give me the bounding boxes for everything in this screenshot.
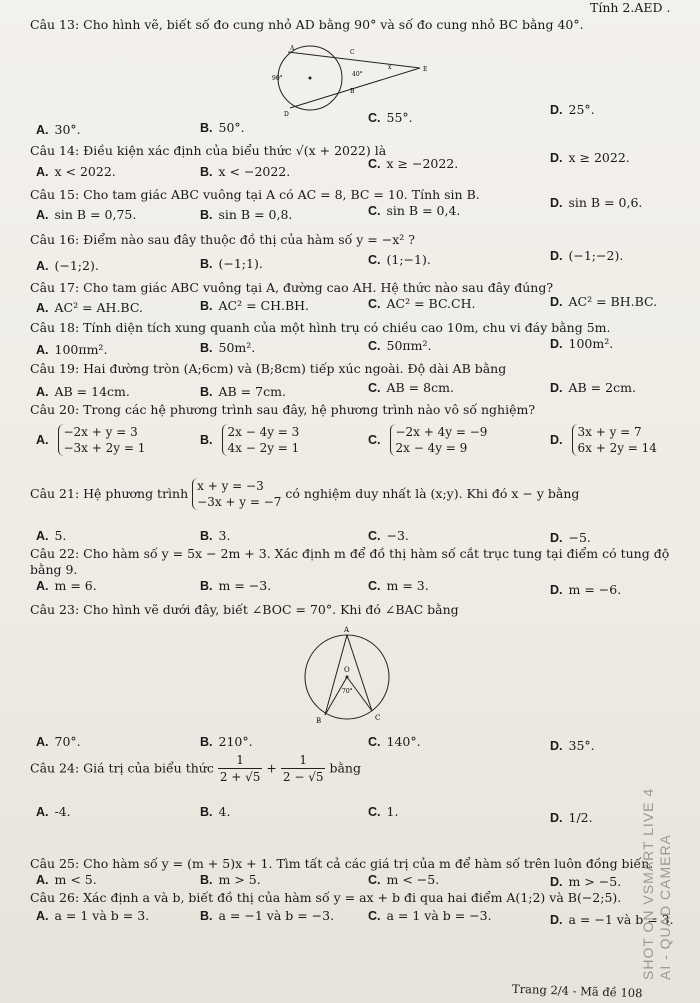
options-19: [30, 380, 690, 398]
option-b[interactable]: B. m > 5.: [200, 872, 261, 887]
option-c[interactable]: C. 50πm².: [368, 338, 432, 353]
option-c[interactable]: C. x ≥ −2022.: [368, 156, 459, 171]
option-a[interactable]: A. -4.: [36, 804, 71, 819]
option-d[interactable]: D. 3x + y = 7 6x + 2y = 14: [550, 425, 657, 455]
figure-q23: [300, 622, 400, 726]
option-b[interactable]: B. 2x − 4y = 3 4x − 2y = 1: [200, 425, 300, 455]
chord-ac: [347, 635, 372, 711]
options-17: [30, 296, 690, 314]
option-c[interactable]: C. 1.: [368, 804, 399, 819]
option-d[interactable]: D. a = −1 và b = 3.: [550, 912, 674, 927]
option-c[interactable]: C. −3.: [368, 528, 409, 543]
option-c[interactable]: C. −2x + 4y = −9 2x − 4y = 9: [368, 425, 488, 455]
options-25: [30, 872, 690, 890]
option-b[interactable]: B. m = −3.: [200, 578, 272, 593]
label-a: A: [344, 626, 350, 634]
label-o: O: [344, 666, 350, 674]
option-a[interactable]: A. sin B = 0,75.: [36, 207, 137, 222]
options-18: [30, 338, 690, 356]
option-a[interactable]: A. 30°.: [36, 122, 81, 137]
options-21: [30, 524, 690, 545]
question-13: [30, 17, 690, 33]
camera-watermark: SHOT ON VSMART LIVE 4 AI - QUAD CAMERA: [640, 787, 673, 980]
option-a[interactable]: A. x < 2022.: [36, 164, 116, 179]
option-d[interactable]: D. m = −6.: [550, 582, 622, 597]
question-22: Câu 22: Cho hàm số y = 5x − 2m + 3. Xác định m để đồ thị hàm số cắt trục tung tại điểm có tung độ bằng 9.: [30, 546, 670, 577]
label-b: B: [350, 88, 355, 95]
system-c: −2x + 4y = −9 2x − 4y = 9: [390, 424, 487, 456]
question-14: Câu 14: Điều kiện xác định của biểu thức √(x + 2022) là: [30, 143, 387, 158]
question-26: Câu 26: Xác định a và b, biết đồ thị của hàm số y = ax + b đi qua hai điểm A(1;2) và B(−2;5).: [30, 890, 622, 905]
option-b[interactable]: B. 210°.: [200, 734, 253, 749]
option-b[interactable]: B. sin B = 0,8.: [200, 207, 293, 222]
option-c[interactable]: C. a = 1 và b = −3.: [368, 908, 492, 923]
option-c[interactable]: C. AC² = BC.CH.: [368, 296, 476, 311]
option-b[interactable]: B. 50m².: [200, 340, 256, 355]
question-25: Câu 25: Cho hàm số y = (m + 5)x + 1. Tìm tất cả các giá trị của m để hàm số trên luôn đồng biến.: [30, 856, 654, 871]
question-16: Câu 16: Điểm nào sau đây thuộc đồ thị của hàm số y = −x² ?: [30, 232, 415, 247]
label-40: 40°: [352, 71, 363, 78]
option-d[interactable]: D. x ≥ 2022.: [550, 150, 630, 165]
label-d: D: [284, 111, 289, 118]
question-13-text: Câu 13: Cho hình vẽ, biết số đo cung nhỏ AD bằng 90° và số đo cung nhỏ BC bằng 40°.: [30, 17, 584, 32]
options-16: [30, 248, 690, 273]
option-a[interactable]: A. 100πm².: [36, 342, 108, 357]
options-24: [30, 804, 690, 825]
label-c: C: [350, 49, 355, 56]
option-c[interactable]: C. (1;−1).: [368, 252, 431, 267]
option-d[interactable]: D. (−1;−2).: [550, 248, 624, 263]
header-tail: Tính 2.AED .: [590, 0, 671, 15]
option-d[interactable]: D. m > −5.: [550, 874, 622, 889]
fraction-2: $\frac{1}{2 - √5}$: [282, 753, 324, 784]
option-d[interactable]: D. 100m².: [550, 336, 614, 351]
label-angle: 70°: [342, 688, 353, 695]
option-b[interactable]: B. 4.: [200, 804, 231, 819]
option-d[interactable]: D. −5.: [550, 530, 591, 545]
fraction-1: $\frac{1}{2 + √5}$: [219, 753, 261, 784]
system-b: 2x − 4y = 3 4x − 2y = 1: [222, 424, 299, 456]
question-21: Câu 21: Hệ phương trình x + y = −3 −3x + y = −7 có nghiệm duy nhất là (x;y). Khi đó x − y bằng: [30, 479, 580, 509]
option-d[interactable]: D. 25°.: [550, 102, 595, 117]
question-24: Câu 24: Giá trị của biểu thức $\frac{1}{2 + √5}$ + $\frac{1}{2 - √5}$ bằng: [30, 753, 361, 784]
option-b[interactable]: B. 50°.: [200, 120, 245, 135]
option-b[interactable]: B. AC² = CH.BH.: [200, 298, 310, 313]
chord-ab: [325, 635, 347, 715]
label-a: A: [290, 45, 295, 52]
options-26: [30, 908, 690, 926]
option-c[interactable]: C. 140°.: [368, 734, 421, 749]
option-a[interactable]: A. 5.: [36, 528, 67, 543]
question-18: Câu 18: Tính diện tích xung quanh của một hình trụ có chiều cao 10m, chu vi đáy bằng 5m.: [30, 320, 611, 335]
option-b[interactable]: B. (−1;1).: [200, 256, 263, 271]
label-b: B: [316, 717, 322, 725]
option-a[interactable]: A. a = 1 và b = 3.: [36, 908, 150, 923]
question-19: Câu 19: Hai đường tròn (A;6cm) và (B;8cm) tiếp xúc ngoài. Độ dài AB bằng: [30, 361, 507, 376]
page-footer: Trang 2/4 - Mã đề 108: [511, 981, 643, 1001]
label-x: x: [388, 64, 392, 71]
option-a[interactable]: A. m < 5.: [36, 872, 97, 887]
option-d[interactable]: D. 35°.: [550, 738, 595, 753]
option-b[interactable]: B. a = −1 và b = −3.: [200, 908, 335, 923]
options-22: [30, 578, 690, 596]
label-c: C: [375, 714, 381, 722]
option-a[interactable]: A. AC² = AH.BC.: [36, 300, 143, 315]
option-a[interactable]: A. m = 6.: [36, 578, 97, 593]
system-d: 3x + y = 7 6x + 2y = 14: [572, 424, 656, 456]
option-c[interactable]: C. sin B = 0,4.: [368, 203, 461, 218]
option-d[interactable]: D. 1/2.: [550, 810, 593, 825]
system-q21: x + y = −3 −3x + y = −7: [192, 478, 281, 510]
option-b[interactable]: B. x < −2022.: [200, 164, 291, 179]
question-23: Câu 23: Cho hình vẽ dưới đây, biết ∠BOC = 70°. Khi đó ∠BAC bằng: [30, 602, 459, 617]
system-a: −2x + y = 3 −3x + 2y = 1: [58, 424, 145, 456]
question-20: Câu 20: Trong các hệ phương trình sau đây, hệ phương trình nào vô số nghiệm?: [30, 402, 536, 417]
point-o: [346, 676, 349, 679]
option-d[interactable]: D. AC² = BH.BC.: [550, 294, 658, 309]
option-b[interactable]: B. 3.: [200, 528, 231, 543]
option-d[interactable]: D. AB = 2cm.: [550, 380, 636, 395]
option-a[interactable]: A. −2x + y = 3 −3x + 2y = 1: [36, 425, 146, 455]
options-23: [30, 734, 690, 752]
point-o: [309, 77, 312, 80]
radius-ob: [325, 677, 347, 715]
options-15: [30, 195, 690, 222]
label-e: E: [423, 66, 428, 73]
label-90: 90°: [272, 75, 283, 82]
options-20: [30, 424, 690, 464]
option-a[interactable]: A. (−1;2).: [36, 258, 99, 273]
option-c[interactable]: C. m < −5.: [368, 872, 440, 887]
question-17: Câu 17: Cho tam giác ABC vuông tại A, đường cao AH. Hệ thức nào sau đây đúng?: [30, 280, 554, 295]
option-c[interactable]: C. AB = 8cm.: [368, 380, 454, 395]
option-d[interactable]: D. sin B = 0,6.: [550, 195, 643, 210]
option-c[interactable]: C. 55°.: [368, 110, 413, 125]
option-b[interactable]: B. AB = 7cm.: [200, 384, 286, 399]
options-13: [30, 102, 690, 137]
option-a[interactable]: A. AB = 14cm.: [36, 384, 130, 399]
question-15: Câu 15: Cho tam giác ABC vuông tại A có AC = 8, BC = 10. Tính sin B.: [30, 187, 480, 202]
option-a[interactable]: A. 70°.: [36, 734, 81, 749]
option-c[interactable]: C. m = 3.: [368, 578, 429, 593]
